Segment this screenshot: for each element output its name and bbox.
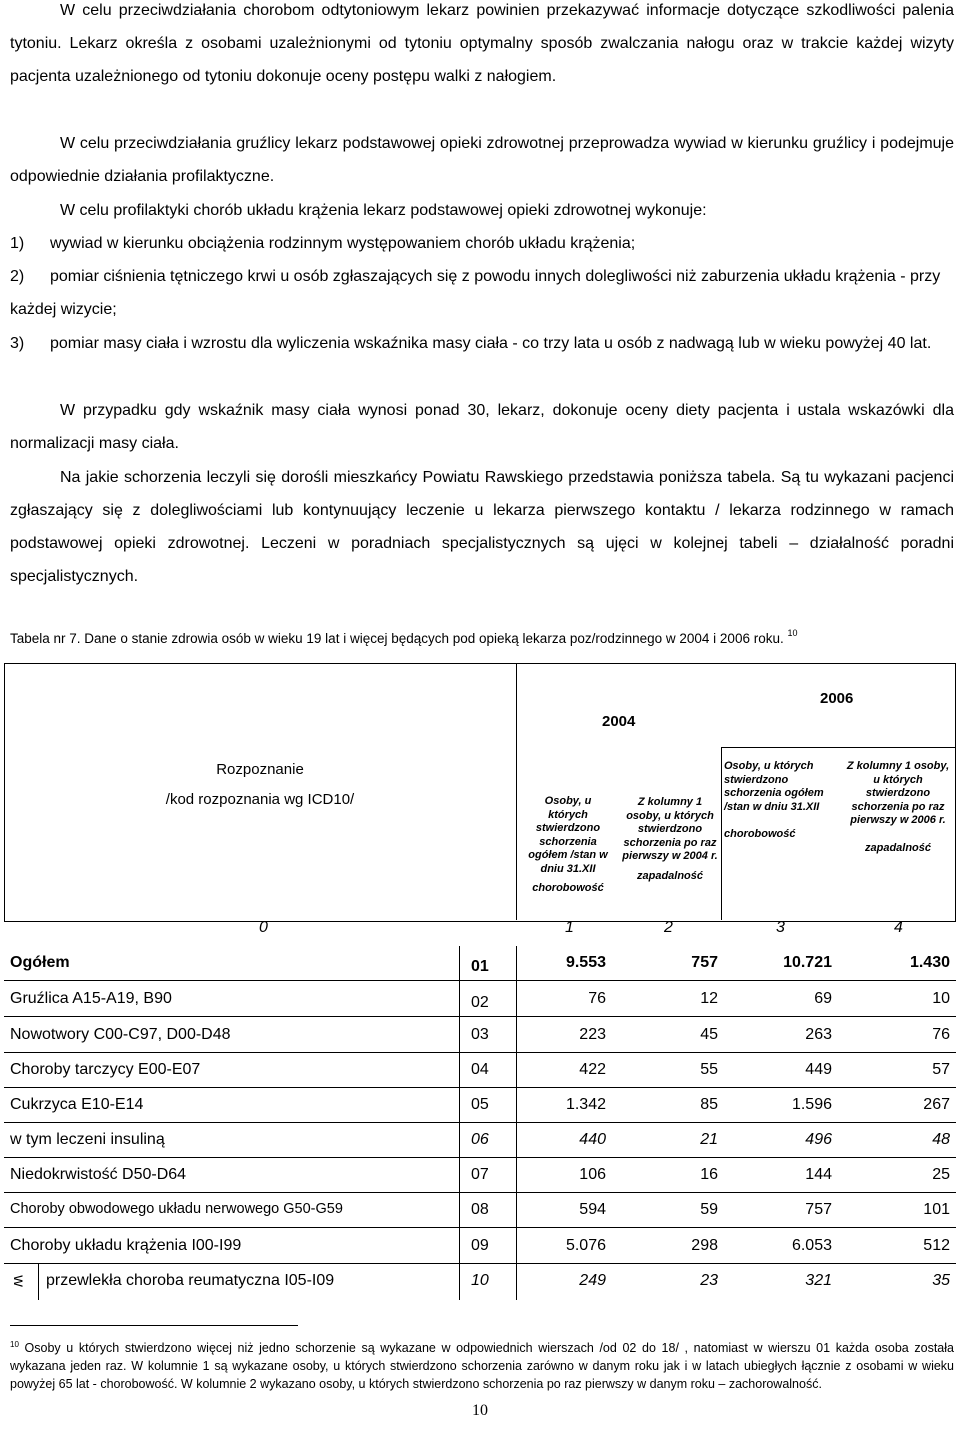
- row-value-v1: 223: [579, 1026, 606, 1043]
- row-value-v3: 6.053: [791, 1237, 832, 1254]
- list-item: 3) pomiar masy ciała i wzrostu dla wyliczenia wskaźnika masy ciała - co trzy lata u osób z nadwagą lub w wieku powyżej 40 lat.: [10, 335, 932, 352]
- table-row: [4, 1088, 956, 1123]
- row-label: Nowotwory C00-C97, D00-D48: [10, 1026, 231, 1043]
- column-number: 3: [776, 919, 785, 936]
- row-code: 08: [471, 1201, 489, 1218]
- row-value-v3: 69: [814, 990, 832, 1007]
- row-value-v3: 263: [805, 1026, 832, 1043]
- row-value-v1: 422: [579, 1061, 606, 1078]
- paragraph-cardio-intro: W celu profilaktyki chorób układu krążenia lekarz podstawowej opieki zdrowotnej wykonuje:: [60, 202, 707, 219]
- row-value-v1: 249: [579, 1272, 606, 1289]
- row-value-v2: 59: [700, 1201, 718, 1218]
- row-code: 02: [471, 994, 489, 1011]
- table-caption: Tabela nr 7. Dane o stanie zdrowia osób w wieku 19 lat i więcej będących pod opieką lekarza poz/rodzinnego w 2004 i 2006 roku. $^{10}$: [10, 628, 798, 646]
- row-prefix-cell: [4, 1264, 39, 1300]
- row-code: 06: [471, 1131, 489, 1148]
- row-value-v3: 449: [805, 1061, 832, 1078]
- footnote: $^{10}$ Osoby u których stwierdzono więcej niż jedno schorzenie są wykazane w odpowiednich wierszach /od 02 do 18/ , natomiast w wierszu 01 każda osoba została wykazana jeden raz. W kolumnie 1 są wykazane osoby, u których stwierdzono schorzenia zarówno w danym roku jak i w latach ubiegłych łącznie z osobami w wieku powyżej 65 lat - chorobowość. W kolumnie 2 wykazano osoby, u których stwierdzono schorzenia po raz pierwszy w danym roku – zachorowalność.: [10, 1340, 954, 1392]
- row-label: Gruźlica A15-A19, B90: [10, 990, 172, 1007]
- row-code: 01: [471, 958, 489, 975]
- row-label: Niedokrwistość D50-D64: [10, 1166, 187, 1183]
- page-number: 10: [472, 1402, 488, 1419]
- header-year-2006: 2006: [820, 690, 854, 707]
- row-code: 09: [471, 1237, 489, 1254]
- table-row: [4, 1264, 956, 1299]
- row-value-v1: 9.553: [565, 954, 606, 971]
- row-label: przewlekła choroba reumatyczna I05-I09: [46, 1272, 335, 1289]
- paragraph-tuberculosis: W celu przeciwdziałania gruźlicy lekarz podstawowej opieki zdrowotnej przeprowadza wywiad w kierunku gruźlicy i podejmuje odpowiednie działania profilaktyczne.: [10, 135, 954, 185]
- header-col2: Z kolumny 1 osoby, u których stwierdzono schorzenia po raz pierwszy w 2004 r. zapadalność: [622, 796, 718, 882]
- list-item: 2) pomiar ciśnienia tętniczego krwi u osób zgłaszających się z powodu innych dolegliwości niż zaburzenia układu krążenia - przy każdej wizycie;: [10, 268, 941, 318]
- row-value-v1: 5.076: [565, 1237, 606, 1254]
- header-year-2004: 2004: [602, 713, 636, 730]
- column-number: 1: [565, 919, 574, 936]
- row-value-v1: 594: [579, 1201, 606, 1218]
- column-number: 4: [894, 919, 903, 936]
- table-row: [4, 1018, 956, 1053]
- row-value-v3: 1.596: [791, 1096, 832, 1113]
- row-value-v4: 35: [932, 1272, 950, 1289]
- paragraph-bmi: W przypadku gdy wskaźnik masy ciała wynosi ponad 30, lekarz, dokonuje oceny diety pacjenta i ustala wskazówki dla normalizacji masy ciała.: [10, 402, 954, 452]
- row-value-v1: 106: [579, 1166, 606, 1183]
- row-label: Choroby obwodowego układu nerwowego G50-G59: [10, 1201, 343, 1217]
- row-value-v2: 12: [700, 990, 718, 1007]
- table-row: [4, 1123, 956, 1158]
- row-value-v3: 321: [805, 1272, 832, 1289]
- header-col1: Osoby, u których stwierdzono schorzenia ogółem /stan w dniu 31.XII chorobowość: [528, 795, 608, 894]
- row-value-v2: 23: [700, 1272, 718, 1289]
- row-value-v2: 21: [700, 1131, 718, 1148]
- paragraph-tobacco: W celu przeciwdziałania chorobom odtytoniowym lekarz powinien przekazywać informacje dotyczące szkodliwości palenia tytoniu. Lekarz określa z osobami uzależnionymi od tytoniu optymalny sposób zwalczania nałogu oraz w trakcie każdej wizyty pacjenta uzależnionego od tytoniu dokonuje oceny postępu walki z nałogiem.: [10, 2, 954, 85]
- row-value-v2: 85: [700, 1096, 718, 1113]
- paragraph-table-intro: Na jakie schorzenia leczyli się dorośli mieszkańcy Powiatu Rawskiego przedstawia poniższa tabela. Są tu wykazani pacjenci zgłaszający się z dolegliwościami lub kontynuujący leczenie u lekarza pierwszego kontaktu / lekarza rodzinnego w ramach podstawowej opieki zdrowotnej. Leczeni w poradniach specjalistycznych są ujęci w kolejnej tabeli – działalność poradni specjalistycznych.: [10, 469, 954, 585]
- table-row: [4, 1193, 956, 1228]
- footnote-rule: [10, 1325, 298, 1326]
- table-row: [4, 982, 956, 1017]
- row-label: w tym leczeni insuliną: [10, 1131, 165, 1148]
- list-item: 1) wywiad w kierunku obciążenia rodzinnym występowaniem chorób układu krążenia;: [10, 235, 636, 252]
- row-value-v3: 144: [805, 1166, 832, 1183]
- row-value-v1: 76: [588, 990, 606, 1007]
- row-value-v4: 76: [932, 1026, 950, 1043]
- row-value-v1: 440: [579, 1131, 606, 1148]
- row-code: 07: [471, 1166, 489, 1183]
- row-value-v4: 10: [932, 990, 950, 1007]
- row-value-v2: 55: [700, 1061, 718, 1078]
- row-code: 05: [471, 1096, 489, 1113]
- row-code: 04: [471, 1061, 489, 1078]
- row-value-v4: 1.430: [909, 954, 950, 971]
- health-table: [4, 663, 956, 1312]
- row-value-v3: 10.721: [783, 954, 832, 971]
- row-code: 10: [471, 1272, 489, 1289]
- header-col4: Z kolumny 1 osoby, u których stwierdzono schorzenia po raz pierwszy w 2006 r. zapadalność: [846, 760, 950, 854]
- row-value-v2: 757: [691, 954, 718, 971]
- row-value-v4: 57: [932, 1061, 950, 1078]
- row-prefix: w: [9, 1275, 27, 1287]
- row-label: Cukrzyca E10-E14: [10, 1096, 144, 1113]
- column-number: 2: [664, 919, 673, 936]
- table-row: [4, 1053, 956, 1088]
- header-col3: Osoby, u których stwierdzono schorzenia ogółem /stan w dniu 31.XII chorobowość: [724, 760, 824, 840]
- row-value-v2: 16: [700, 1166, 718, 1183]
- row-code: 03: [471, 1026, 489, 1043]
- row-label: Choroby układu krążenia I00-I99: [10, 1237, 242, 1254]
- table-row: [4, 1158, 956, 1193]
- row-value-v1: 1.342: [565, 1096, 606, 1113]
- row-label: Ogółem: [10, 954, 70, 971]
- row-value-v4: 48: [932, 1131, 950, 1148]
- row-value-v2: 298: [691, 1237, 718, 1254]
- row-label: Choroby tarczycy E00-E07: [10, 1061, 201, 1078]
- row-value-v3: 757: [805, 1201, 832, 1218]
- row-value-v2: 45: [700, 1026, 718, 1043]
- row-value-v4: 101: [923, 1201, 950, 1218]
- table-row: [4, 1229, 956, 1264]
- row-value-v4: 25: [932, 1166, 950, 1183]
- row-value-v3: 496: [805, 1131, 832, 1148]
- column-number: 0: [259, 919, 268, 936]
- row-value-v4: 267: [923, 1096, 950, 1113]
- row-value-v4: 512: [923, 1237, 950, 1254]
- header-diagnosis: Rozpoznanie /kod rozpoznania wg ICD10/: [165, 761, 355, 808]
- table-row: [4, 946, 956, 981]
